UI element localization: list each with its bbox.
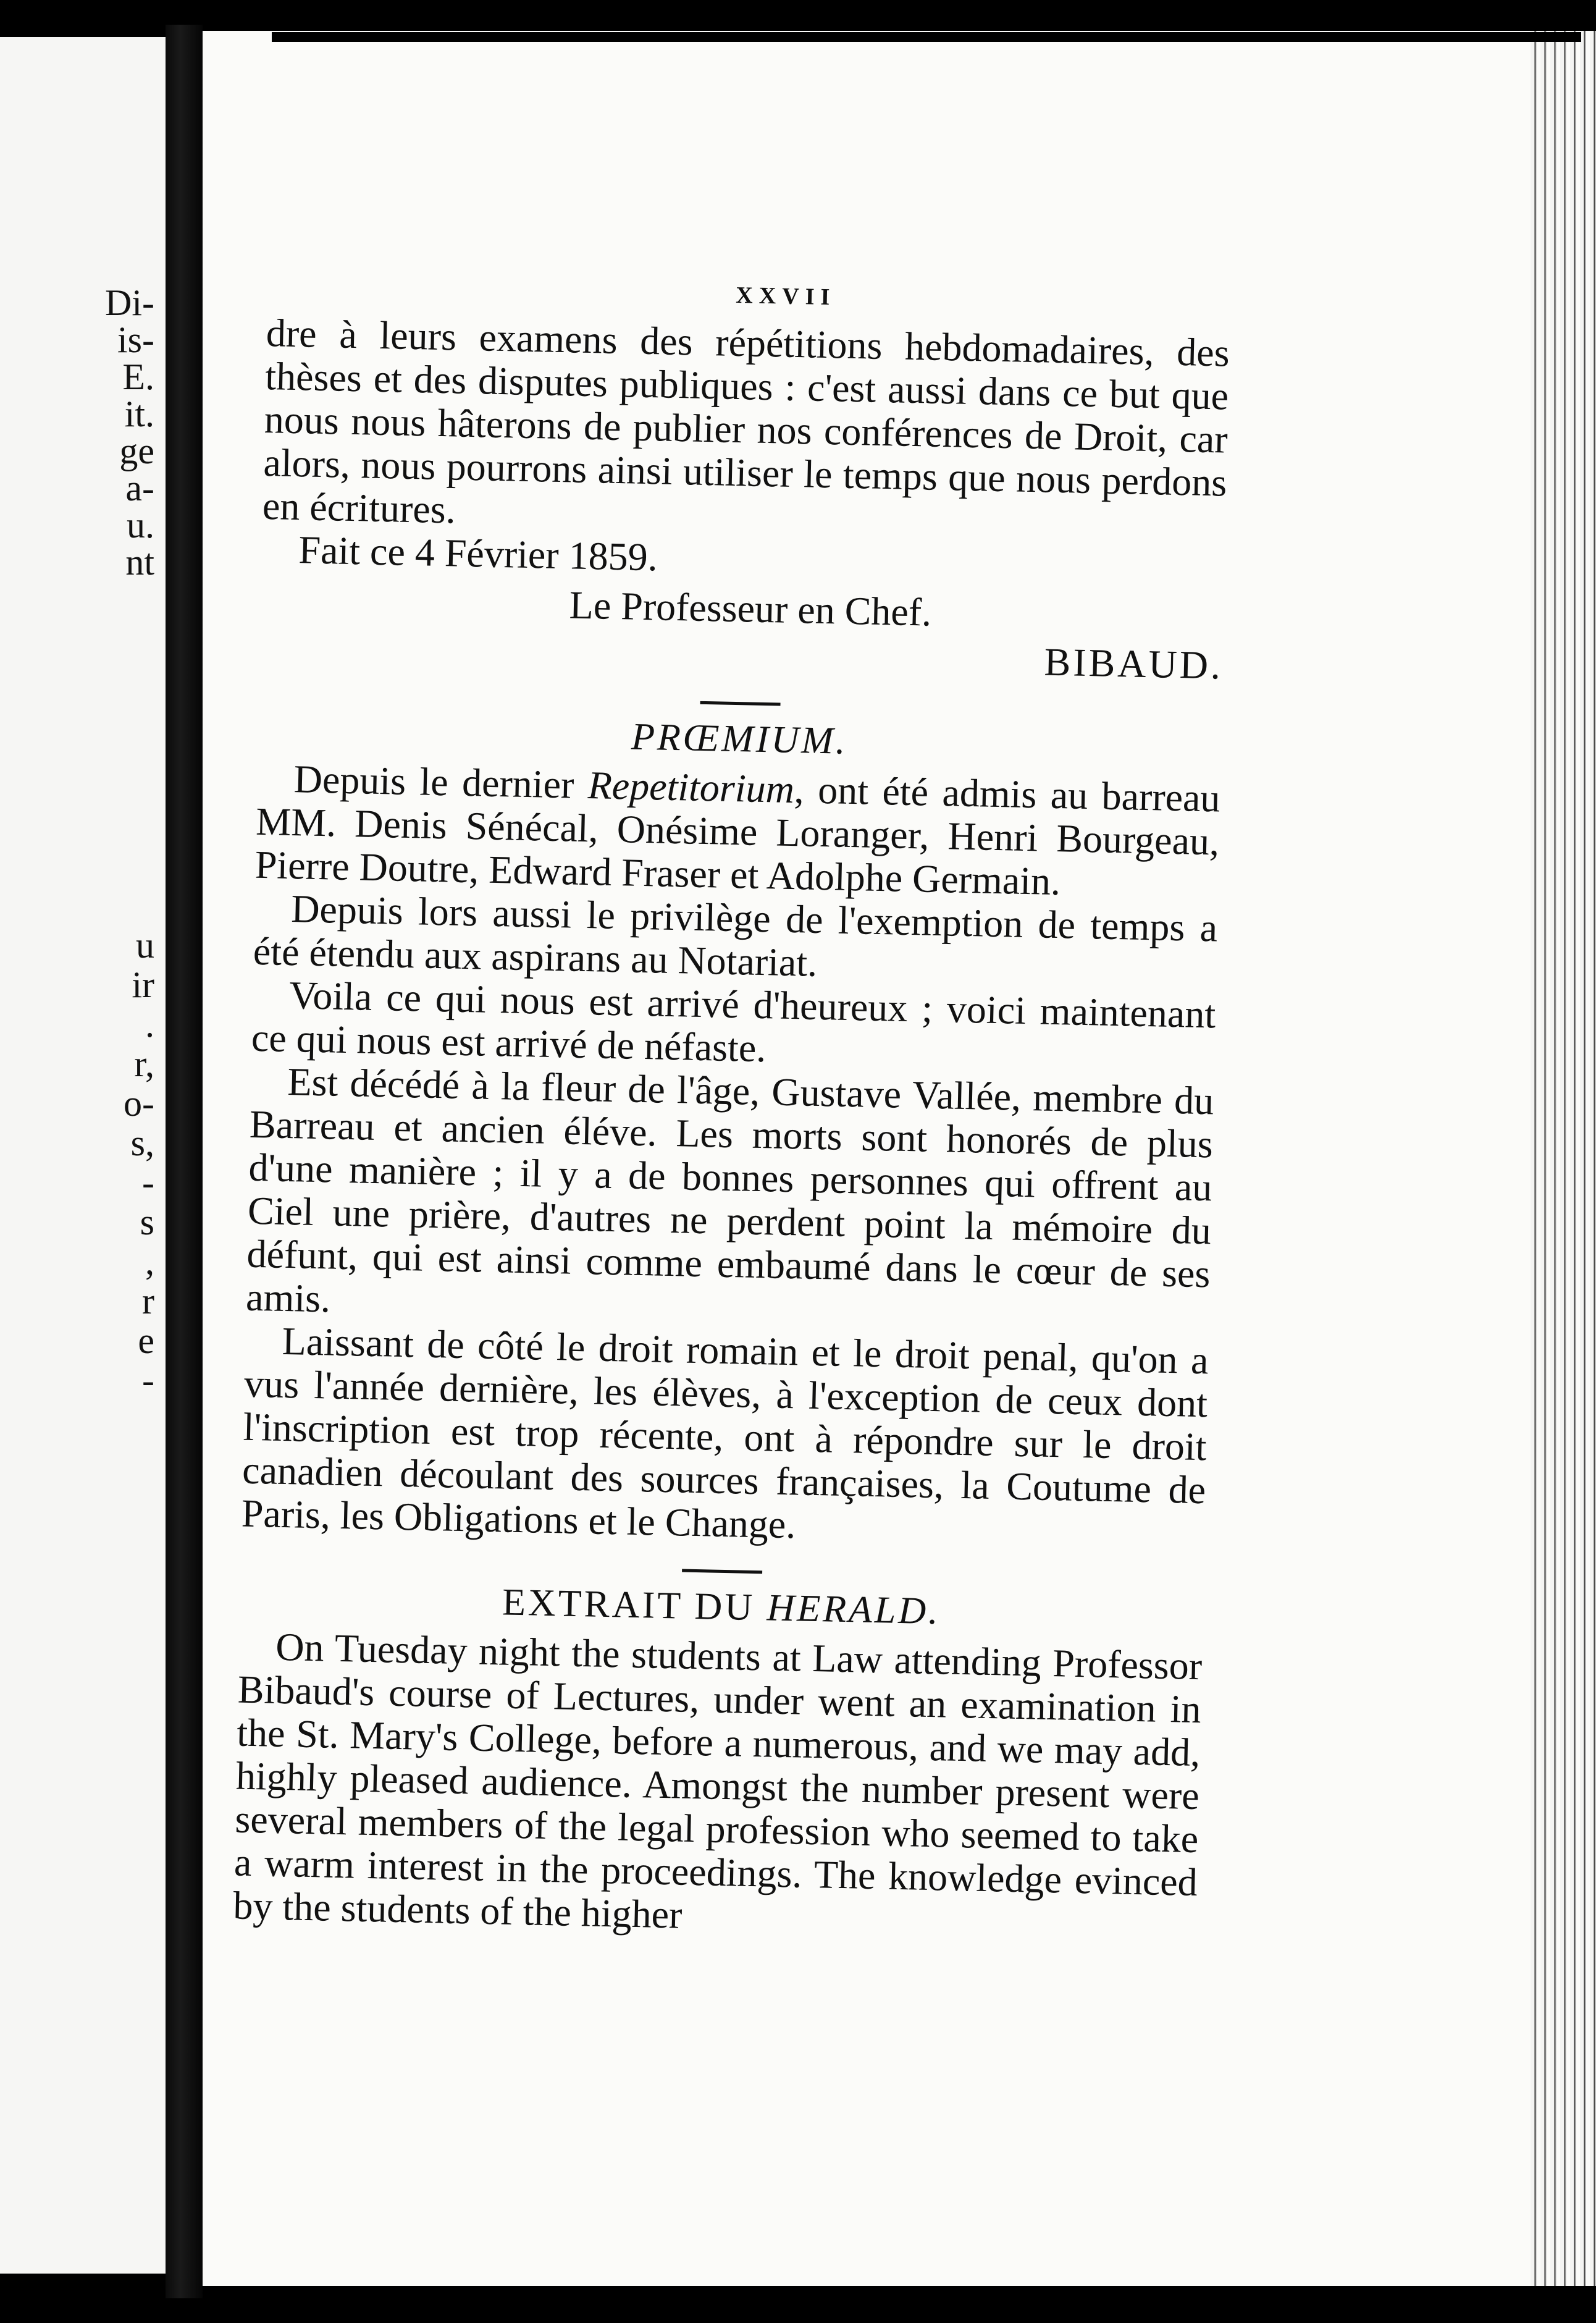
left-page-fragment: e [138,1320,154,1361]
left-page-fragment: Di- [105,282,154,323]
page-content [233,272,1231,1947]
date-line: Fait ce 4 Février 1859. [298,528,658,580]
page-stack-edge [1531,31,1596,2286]
left-page-fragment: r [142,1281,154,1322]
left-page-fragment: . [145,1004,154,1045]
herald-title-plain: EXTRAIT DU [502,1581,768,1629]
proemium-paragraph-1 [254,757,1220,907]
intro-paragraph: dre à leurs examens des répétitions hebdomadaires, des thèses et des disputes publiques : c'est aussi dans ce but que nous nous hâterons de publier nos conférences de Droit, car alors, nous pourrons ainsi utiliser le temps que nous perdons en écritures. [262,310,1230,532]
proemium-p1-end: , ont été admis au barreau MM. Denis Sénécal, Onésime Loranger, Henri Bourgeau, Pierre Doutre, Edward Fraser et Adolphe Germain. [254,767,1221,904]
left-page-fragment: nt [125,542,154,583]
left-page-fragment: u. [127,505,154,546]
signature-title: Le Professeur en Chef. [569,583,932,635]
proemium-title-text: PRŒMIUM. [631,715,849,762]
left-page-fragment: s [140,1202,154,1242]
left-page-fragment: a- [125,468,154,508]
signature-name: BIBAUD. [1043,639,1224,688]
herald-paragraph-1: On Tuesday night the students at Law attending Professor Bibaud's course of Lectures, under went an examination in the St. Mary's College, before a numerous, and we may add, highly pleased audience. Amongst the number present were several members of the legal profession who seemed to take a warm interest in the proceedings. The knowledge evinced by the students of the higher [232,1624,1203,1937]
page-number: XXVII [735,282,836,311]
book-gutter [166,25,203,2298]
proemium-paragraph-4: Est décédé à la fleur de l'âge, Gustave Vallée, membre du Barreau et ancien éléve. Les morts sont honorés de plus d'une manière ; il y a de bonnes personnes qui offrent au Ciel une prière, d'autres ne perdent point la mémoire du défunt, qui est ainsi comme embaumé dans le cœur de ses amis. [245,1059,1214,1321]
herald-title-italic: HERALD. [766,1587,941,1633]
left-page-fragment: s, [130,1123,154,1163]
proemium-paragraph-3: Voila ce qui nous est arrivé d'heureux ; voici maintenant ce qui nous est arrivé de néfaste. [251,973,1216,1071]
left-page-fragment: , [145,1241,154,1282]
left-page-fragment: E. [122,356,154,397]
page [203,31,1531,2286]
previous-page-edge [0,37,166,2274]
section-divider [682,1569,762,1574]
repetitorium-word: Repetitorium [587,763,795,812]
proemium-paragraph-5: Laissant de côté le droit romain et le droit penal, qu'on a vus l'année dernière, les élèves, à l'exception de ceux dont l'inscription est trop récente, ont à répondre sur le droit canadien découlant des sources françaises, la Coutume de Paris, les Obligations et le Change. [241,1318,1209,1547]
left-page-fragment: ge [119,431,154,471]
left-page-fragment: - [142,1360,154,1401]
left-page-fragment: u [136,925,154,966]
left-page-fragment: it. [124,394,154,434]
left-page-fragment: - [142,1162,154,1203]
proemium-p1-start: Depuis le dernier [293,757,589,807]
left-page-fragment: o- [124,1083,154,1124]
section-divider [700,701,780,706]
left-page-fragment: r, [134,1043,154,1084]
page-top-border [272,32,1581,42]
left-page-fragment: is- [117,319,154,360]
left-page-fragment: ir [132,964,154,1005]
proemium-paragraph-2: Depuis lors aussi le privilège de l'exemption de temps a été étendu aux aspirans au Notariat. [253,887,1218,985]
